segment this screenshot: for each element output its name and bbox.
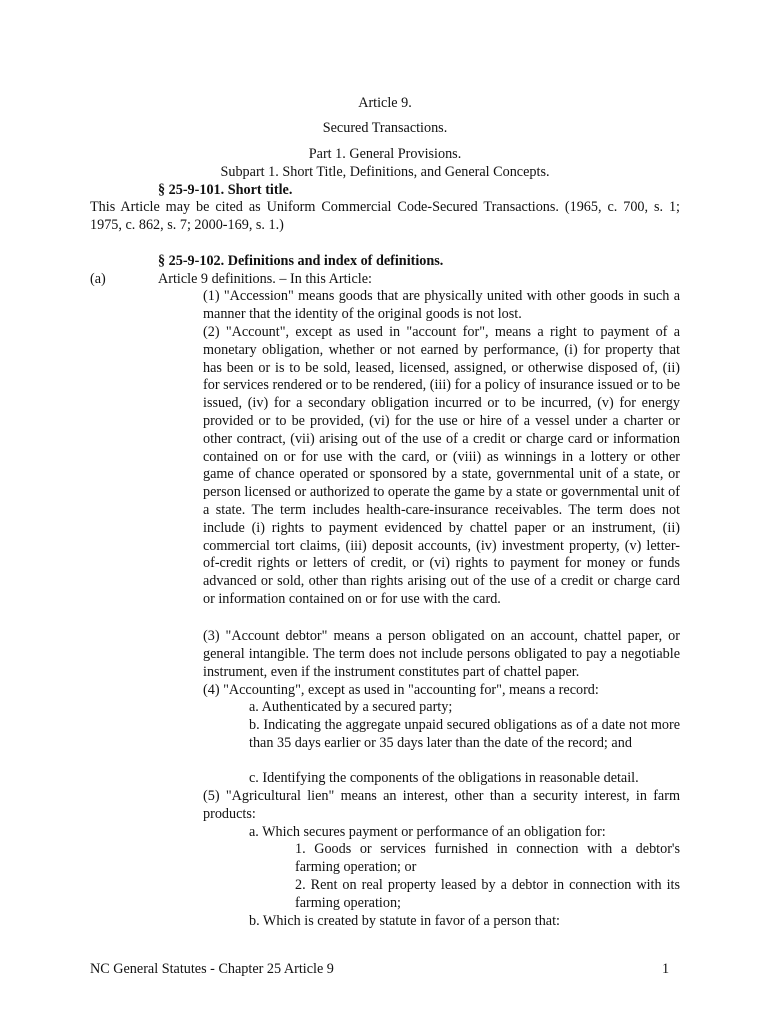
agricultural-lien-item-a1: 1. Goods or services furnished in connection with a debtor's farming operation; or xyxy=(295,841,680,875)
section-101-heading: § 25-9-101. Short title. xyxy=(158,182,293,198)
page-number: 1 xyxy=(662,961,670,977)
agricultural-lien-item-a: a. Which secures payment or performance of an obligation for: xyxy=(249,824,606,840)
subsection-a-label: (a) xyxy=(90,271,106,287)
definition-account: (2) "Account", except as used in "account for", means a right to payment of a monetary obligation, whether or not earned by performance, (i) for property that has been or is to be sold, leased, licensed, assigned, or otherwise disposed of, (ii) for services rendered or to be rendered, (iii) for a policy of insurance issued or to be issued, (iv) for a secondary obligation incurred or to be incurred, (v) for energy provided or to be provided, (vi) for the use or hire of a vessel under a charter or other contract, (vii) arising out of the use of a credit or charge card or information contained on or for use with the card, or (viii) as winnings in a lottery or other game of chance operated or sponsored by a state, governmental unit of a state, or person licensed or authorized to operate the game by a state or governmental unit of a state. The term includes health-care-insurance receivables. The term does not include (i) rights to payment evidenced by chattel paper or an instrument, (ii) commercial tort claims, (iii) deposit accounts, (iv) investment property, (v) letter-of-credit rights or letters of credit, or (vi) rights to payment for money or funds advanced or sold, other than rights arising out of the use of a credit or charge card or information contained on or for use with the card. xyxy=(203,324,680,607)
footer-title: NC General Statutes - Chapter 25 Article 9 xyxy=(90,961,334,977)
article-title: Secured Transactions. xyxy=(322,120,448,136)
section-101-text: This Article may be cited as Uniform Commercial Code-Secured Transactions. (1965, c. 700, s. 1; 1975, c. 862, s. 7; 2000-169, s. 1.) xyxy=(90,199,680,233)
agricultural-lien-item-a2: 2. Rent on real property leased by a debtor in connection with its farming operation; xyxy=(295,877,680,911)
section-102-heading: § 25-9-102. Definitions and index of definitions. xyxy=(158,253,444,269)
subsection-a-text: Article 9 definitions. – In this Article: xyxy=(158,271,372,287)
definition-account-debtor: (3) "Account debtor" means a person obligated on an account, chattel paper, or general intangible. The term does not include persons obligated to pay a negotiable instrument, even if the instrument constitutes part of chattel paper. xyxy=(203,628,680,680)
accounting-item-a: a. Authenticated by a secured party; xyxy=(249,699,453,715)
part-heading: Part 1. General Provisions. xyxy=(308,146,462,162)
accounting-item-c: c. Identifying the components of the obligations in reasonable detail. xyxy=(249,770,639,786)
definition-accounting: (4) "Accounting", except as used in "accounting for", means a record: xyxy=(203,682,599,698)
subpart-heading: Subpart 1. Short Title, Definitions, and General Concepts. xyxy=(220,164,550,180)
accounting-item-b: b. Indicating the aggregate unpaid secured obligations as of a date not more than 35 days earlier or 35 days later than the date of the record; and xyxy=(249,717,680,751)
agricultural-lien-item-b: b. Which is created by statute in favor of a person that: xyxy=(249,913,560,929)
definition-accession: (1) "Accession" means goods that are physically united with other goods in such a manner that the identity of the original goods is not lost. xyxy=(203,288,680,322)
article-number: Article 9. xyxy=(358,95,412,111)
definition-agricultural-lien: (5) "Agricultural lien" means an interest, other than a security interest, in farm products: xyxy=(203,788,680,822)
